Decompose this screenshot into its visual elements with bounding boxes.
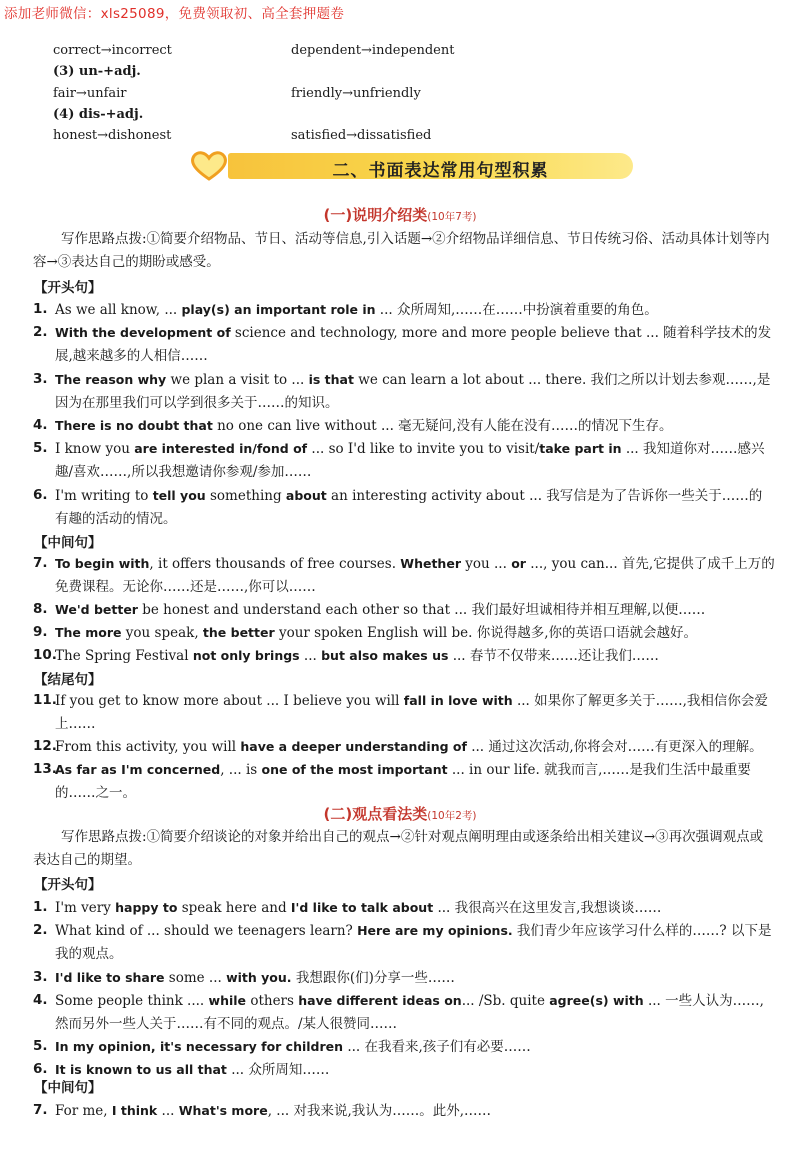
sentence-number: 10. [33, 647, 57, 663]
sentence-number: 2. [33, 922, 48, 938]
part1-sentence-1 [33, 298, 775, 322]
sentence-number: 11. [33, 692, 57, 708]
part1-sentence-13 [33, 758, 775, 805]
sentence-number: 3. [33, 371, 48, 387]
sentence-number: 5. [33, 1038, 48, 1054]
word-pair-left: fair→unfair [53, 86, 127, 101]
part1-opening-label: 【开头句】 [34, 280, 102, 296]
sentence-number: 6. [33, 487, 48, 503]
sentence-text: What kind of ... should we teenagers learn? Here are my opinions. 我们青少年应该学习什么样的……? 以下是我的观点。 [55, 923, 772, 962]
sentence-text: There is no doubt that no one can live without ... 毫无疑问,没有人能在没有……的情况下生存。 [55, 418, 673, 434]
sentence-text: The Spring Festival not only brings ... but also makes us ... 春节不仅带来……还让我们…… [55, 648, 659, 664]
sentence-number: 9. [33, 624, 48, 640]
sentence-number: 5. [33, 440, 48, 456]
sentence-text: I'm writing to tell you something about an interesting activity about ... 我写信是为了告诉你一些关于……的有趣的活动的情况。 [55, 488, 763, 527]
sentence-text: With the development of science and technology, more and more people believe that ... 随着科学技术的发展,越来越多的人相信…… [55, 325, 772, 364]
part1-sentence-12 [33, 735, 775, 759]
part1-note: (10年7考) [427, 211, 477, 223]
part2-opening-label: 【开头句】 [34, 877, 102, 893]
part2-sentence-7 [33, 1099, 775, 1123]
part1-sentence-3 [33, 368, 775, 415]
part2-note: (10年2考) [427, 810, 477, 822]
sentence-number: 7. [33, 555, 48, 571]
word-pair-row [53, 43, 455, 58]
part1-sentence-8 [33, 598, 775, 622]
part2-heading [0, 803, 800, 824]
section-title: 二、书面表达常用句型积累 [332, 161, 549, 181]
sentence-text: As far as I'm concerned, ... is one of the most important ... in our life. 就我而言,……是我们生活中最重要的……之一。 [55, 762, 751, 801]
sentence-number: 1. [33, 301, 48, 317]
sentence-text: As we all know, ... play(s) an important role in ... 众所周知,……在……中扮演着重要的角色。 [55, 302, 658, 318]
part1-title: (一)说明介绍类 [323, 206, 428, 224]
sentence-text: It is known to us all that ... 众所周知…… [55, 1062, 330, 1078]
part2-sentence-4 [33, 989, 775, 1036]
sentence-number: 12. [33, 738, 57, 754]
sentence-text: The more you speak, the better your spoken English will be. 你说得越多,你的英语口语就会越好。 [55, 625, 698, 641]
part2-sentence-6 [33, 1058, 775, 1082]
word-pair-row [53, 86, 421, 101]
sentence-text: From this activity, you will have a deeper understanding of ... 通过这次活动,你将会对……有更深入的理解。 [55, 739, 763, 755]
sentence-text: I'm very happy to speak here and I'd like to talk about ... 我很高兴在这里发言,我想谈谈…… [55, 900, 662, 916]
word-pair-left: correct→incorrect [53, 43, 172, 58]
sentence-text: We'd better be honest and understand each other so that ... 我们最好坦诚相待并相互理解,以便…… [55, 602, 706, 618]
prefix-rule: (4) dis-+adj. [53, 107, 144, 122]
word-pair-right: dependent→independent [291, 43, 455, 58]
sentence-number: 7. [33, 1102, 48, 1118]
part1-sentence-9 [33, 621, 775, 645]
part2-sentence-1 [33, 896, 775, 920]
part1-sentence-4 [33, 414, 775, 438]
part1-sentence-2 [33, 321, 775, 368]
sentence-text: To begin with, it offers thousands of free courses. Whether you ... or ..., you can... 首先,它提供了成千上万的免费课程。无论你……还是……,你可以…… [55, 556, 775, 595]
sentence-text: The reason why we plan a visit to ... is that we can learn a lot about ... there. 我们之所以计划去参观……,是因为在那里我们可以学到很多关于……的知识。 [55, 372, 771, 411]
word-pair-row [53, 128, 432, 143]
watermark-text: 添加老师微信：xls25089，免费领取初、高全套押题卷 [4, 6, 345, 22]
part1-heading [0, 204, 800, 225]
sentence-number: 4. [33, 992, 48, 1008]
part1-tip: 写作思路点拨:①简要介绍物品、节日、活动等信息,引入话题→②介绍物品详细信息、节日传统习俗、活动具体计划等内容→③表达自己的期盼或感受。 [33, 231, 770, 270]
sentence-number: 3. [33, 969, 48, 985]
sentence-text: I'd like to share some ... with you. 我想跟你(们)分享一些…… [55, 970, 455, 986]
word-pair-left: honest→dishonest [53, 128, 172, 143]
section-banner [188, 150, 633, 182]
sentence-text: If you get to know more about ... I believe you will fall in love with ... 如果你了解更多关于……,我相信你会爱上…… [55, 693, 768, 732]
sentence-number: 8. [33, 601, 48, 617]
part2-title: (二)观点看法类 [323, 805, 428, 823]
part1-ending-label: 【结尾句】 [34, 672, 102, 688]
part1-sentence-10 [33, 644, 775, 668]
part2-sentence-5 [33, 1035, 775, 1059]
word-pair-right: friendly→unfriendly [291, 86, 421, 101]
part2-tip: 写作思路点拨:①简要介绍谈论的对象并给出自己的观点→②针对观点阐明理由或逐条给出相关建议→③再次强调观点或表达自己的期望。 [33, 829, 764, 868]
sentence-number: 6. [33, 1061, 48, 1077]
sentence-number: 1. [33, 899, 48, 915]
part2-sentence-3 [33, 966, 775, 990]
heart-icon [188, 150, 230, 182]
part1-sentence-5 [33, 437, 775, 484]
part1-sentence-6 [33, 484, 775, 531]
sentence-text: Some people think .... while others have different ideas on... /Sb. quite agree(s) with ... 一些人认为……,然而另外一些人关于……有不同的观点。/某人很赞同…… [55, 993, 764, 1032]
sentence-number: 2. [33, 324, 48, 340]
sentence-number: 13. [33, 761, 57, 777]
sentence-text: I know you are interested in/fond of ... so I'd like to invite you to visit/take part in ... 我知道你对……感兴趣/喜欢……,所以我想邀请你参观/参加…… [55, 441, 765, 480]
part1-sentence-11 [33, 689, 775, 736]
sentence-text: In my opinion, it's necessary for children ... 在我看来,孩子们有必要…… [55, 1039, 531, 1055]
prefix-rule: (3) un-+adj. [53, 64, 141, 79]
part1-middle-label: 【中间句】 [34, 535, 102, 551]
part2-sentence-2 [33, 919, 775, 966]
word-pair-right: satisfied→dissatisfied [291, 128, 432, 143]
part1-sentence-7 [33, 552, 775, 599]
part2-middle-label: 【中间句】 [34, 1080, 102, 1096]
sentence-text: For me, I think ... What's more, ... 对我来说,我认为……。此外,…… [55, 1103, 492, 1119]
sentence-number: 4. [33, 417, 48, 433]
